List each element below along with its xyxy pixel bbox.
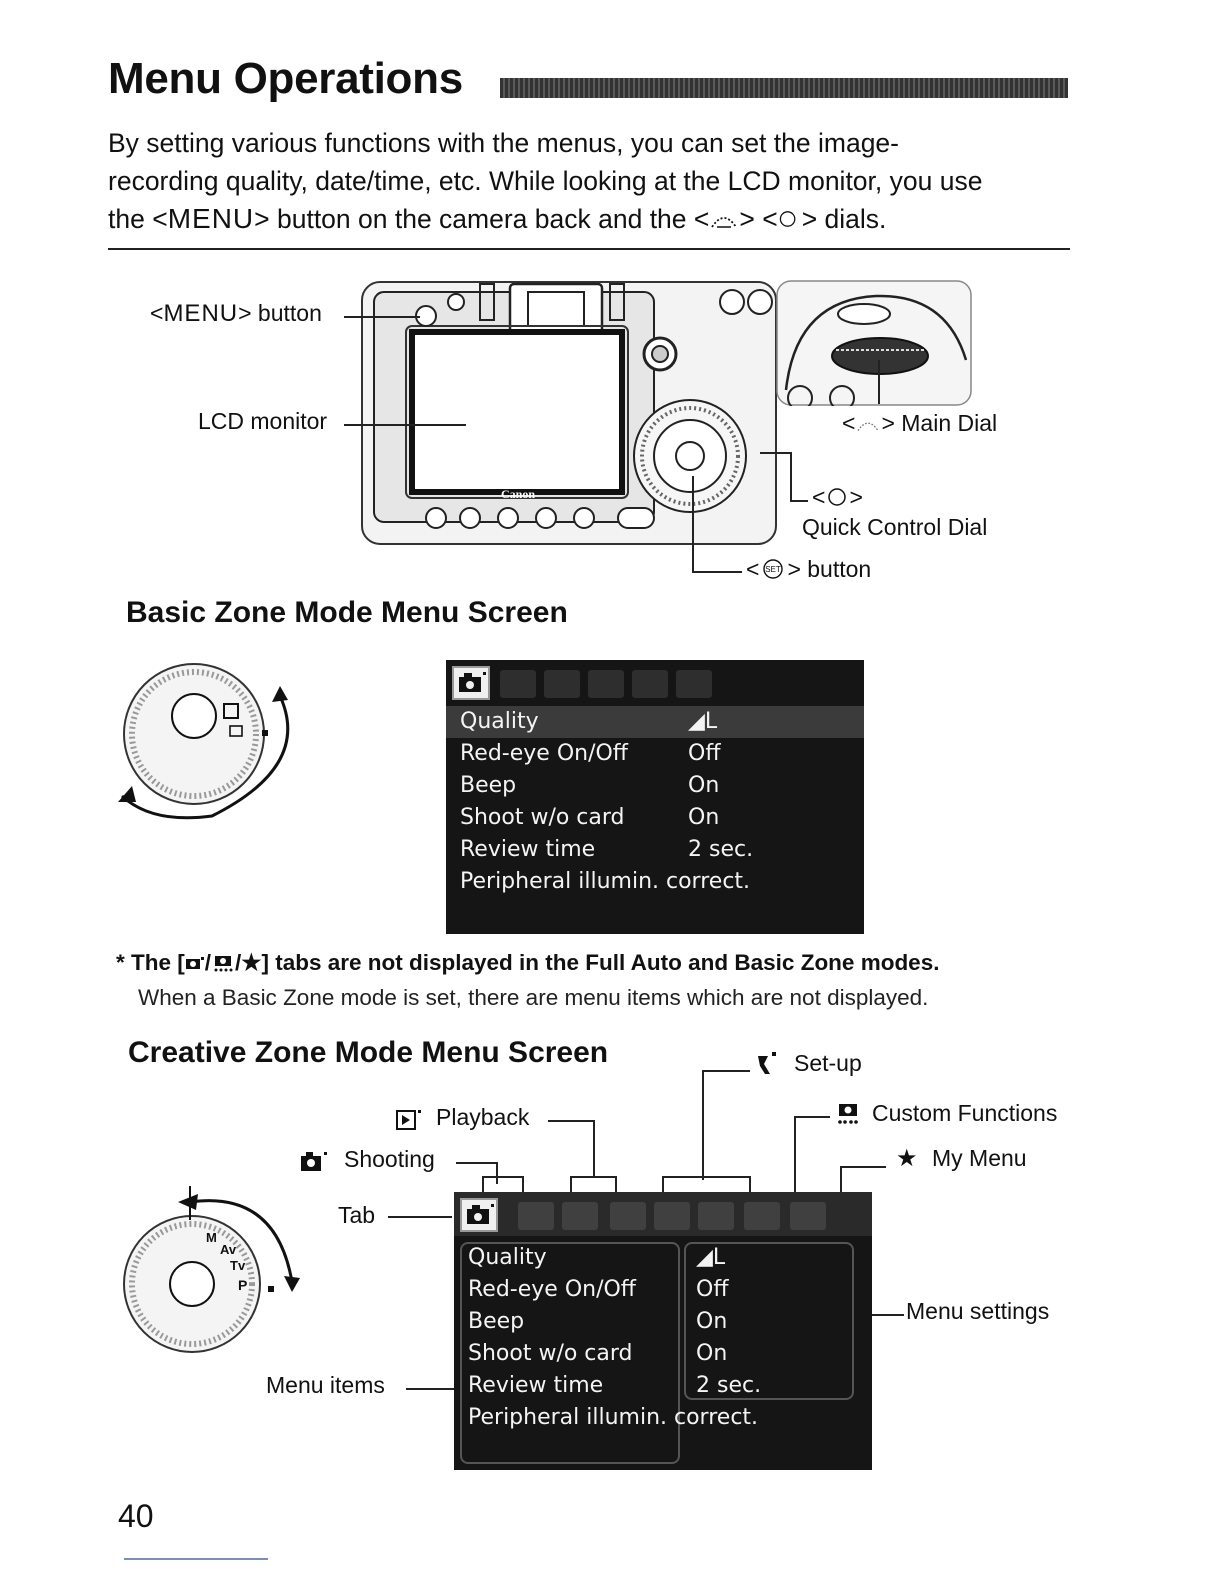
menu-setting-value: On bbox=[696, 1309, 728, 1334]
menu-row[interactable] bbox=[446, 770, 864, 802]
footnote-text: / bbox=[204, 950, 212, 975]
leader-line bbox=[878, 360, 880, 404]
leader-line bbox=[840, 1166, 886, 1168]
menu-item-label: Shoot w/o card bbox=[468, 1341, 633, 1366]
leader-line bbox=[794, 1116, 796, 1192]
main-dial-callout bbox=[842, 410, 997, 437]
menu-setting-value: On bbox=[688, 805, 720, 830]
custom-functions-icon bbox=[834, 1102, 862, 1126]
creative-zone-lcd-screen bbox=[454, 1192, 872, 1470]
intro-paragraph bbox=[108, 124, 1088, 238]
setup-tab-icon[interactable] bbox=[654, 1202, 690, 1230]
page-number-rule bbox=[124, 1558, 268, 1560]
intro-line: By setting various functions with the menus, you can set the image- bbox=[108, 128, 899, 158]
custom-functions-tab-icon[interactable] bbox=[744, 1202, 780, 1230]
page-number: 40 bbox=[118, 1498, 154, 1534]
menu-row[interactable] bbox=[454, 1338, 872, 1370]
playback-tab-icon bbox=[500, 670, 536, 698]
shooting-icon bbox=[300, 1150, 330, 1174]
main-dial-icon bbox=[709, 207, 739, 231]
svg-text:Tv: Tv bbox=[230, 1258, 246, 1273]
leader-line bbox=[456, 1162, 496, 1164]
leader-line bbox=[344, 424, 466, 426]
menu-row[interactable] bbox=[454, 1242, 872, 1274]
custom-functions-icon bbox=[211, 954, 235, 972]
menu-item-label: Peripheral illumin. correct. bbox=[468, 1405, 759, 1430]
page-title: Menu Operations bbox=[108, 54, 463, 103]
setup-tab-icon bbox=[676, 670, 712, 698]
menu-items-label: Menu items bbox=[266, 1372, 385, 1398]
leader-line bbox=[388, 1216, 452, 1218]
footnote-detail: When a Basic Zone mode is set, there are menu items which are not displayed. bbox=[138, 985, 929, 1010]
leader-line bbox=[790, 500, 808, 502]
playback-tab-icon bbox=[544, 670, 580, 698]
quick-control-dial-callout: Quick Control Dial bbox=[802, 514, 988, 540]
playback-icon bbox=[396, 1108, 424, 1132]
creative-zone-heading: Creative Zone Mode Menu Screen bbox=[128, 1036, 609, 1069]
shooting-tab-icon[interactable] bbox=[452, 666, 490, 700]
section-divider bbox=[108, 248, 1070, 250]
menu-item-label: Red-eye On/Off bbox=[460, 741, 628, 766]
menu-word: MENU bbox=[167, 203, 255, 234]
callout-text: < bbox=[812, 484, 826, 510]
leader-line bbox=[702, 1070, 750, 1072]
creative-zone-mode-dial bbox=[116, 1180, 306, 1366]
menu-setting-value: On bbox=[696, 1341, 728, 1366]
intro-text: > button on the camera back and the < bbox=[254, 204, 710, 234]
custom-functions-tab-label: Custom Functions bbox=[872, 1100, 1058, 1126]
leader-line bbox=[692, 476, 694, 572]
playback-tab-label: Playback bbox=[436, 1104, 530, 1130]
main-dial-inset bbox=[776, 280, 972, 406]
setup-icon bbox=[754, 1050, 780, 1076]
lcd-monitor-callout: LCD monitor bbox=[198, 408, 328, 434]
basic-zone-heading: Basic Zone Mode Menu Screen bbox=[126, 596, 568, 629]
quick-control-dial-icon bbox=[825, 486, 849, 508]
setup-tab-icon[interactable] bbox=[610, 1202, 646, 1230]
footnote-text: /★] tabs are not displayed in the Full Auto and Basic Zone modes. bbox=[235, 950, 940, 975]
menu-item-label: Beep bbox=[460, 773, 517, 798]
setup-tab-icon bbox=[632, 670, 668, 698]
menu-item-label: Review time bbox=[468, 1373, 604, 1398]
intro-line bbox=[108, 200, 1088, 238]
set-button-callout bbox=[746, 556, 871, 583]
menu-item-label: Quality bbox=[460, 709, 539, 734]
lcd-tab-bar bbox=[446, 660, 864, 704]
leader-line bbox=[344, 316, 420, 318]
svg-text:Av: Av bbox=[220, 1242, 237, 1257]
callout-text: < bbox=[842, 410, 856, 436]
menu-setting-value: ◢L bbox=[696, 1245, 726, 1270]
menu-setting-value: Off bbox=[696, 1277, 729, 1302]
callout-text: > button bbox=[787, 556, 872, 582]
my-menu-tab-icon[interactable] bbox=[790, 1202, 826, 1230]
menu-item-label: Quality bbox=[468, 1245, 547, 1270]
leader-line bbox=[840, 1166, 842, 1192]
menu-row[interactable] bbox=[446, 802, 864, 834]
callout-text: < bbox=[746, 556, 760, 582]
menu-button-callout bbox=[150, 300, 322, 328]
menu-item-label: Review time bbox=[460, 837, 596, 862]
shooting-tab-label: Shooting bbox=[344, 1146, 435, 1172]
callout-text: > button bbox=[238, 300, 322, 326]
setup-tab-icon bbox=[588, 670, 624, 698]
menu-row[interactable] bbox=[454, 1402, 872, 1434]
quick-control-symbol bbox=[812, 484, 863, 511]
leader-line bbox=[593, 1120, 595, 1176]
menu-item-label: Beep bbox=[468, 1309, 525, 1334]
my-menu-tab-label: My Menu bbox=[932, 1145, 1027, 1171]
playback-tab-icon[interactable] bbox=[518, 1202, 554, 1230]
menu-row[interactable] bbox=[446, 834, 864, 866]
menu-setting-value: ◢L bbox=[688, 709, 718, 734]
intro-text: the < bbox=[108, 204, 168, 234]
brand-logo: Canon bbox=[500, 487, 536, 501]
leader-line bbox=[482, 1176, 522, 1178]
playback-tab-icon[interactable] bbox=[562, 1202, 598, 1230]
menu-item-label: Peripheral illumin. correct. bbox=[460, 869, 751, 894]
menu-row[interactable] bbox=[454, 1370, 872, 1402]
menu-row[interactable] bbox=[454, 1274, 872, 1306]
menu-setting-value: 2 sec. bbox=[688, 837, 754, 862]
menu-row[interactable] bbox=[454, 1306, 872, 1338]
menu-setting-value: Off bbox=[688, 741, 721, 766]
set-button-icon bbox=[759, 558, 787, 580]
camera-back-illustration bbox=[360, 278, 780, 546]
menu-row[interactable] bbox=[446, 738, 864, 770]
menu-item-label: Red-eye On/Off bbox=[468, 1277, 636, 1302]
setup-tab-label: Set-up bbox=[794, 1050, 862, 1076]
setup-tab-icon[interactable] bbox=[698, 1202, 734, 1230]
tab-label: Tab bbox=[338, 1202, 376, 1228]
menu-settings-label: Menu settings bbox=[906, 1298, 1050, 1324]
shooting-tab-icon bbox=[185, 955, 205, 971]
menu-setting-value: 2 sec. bbox=[696, 1373, 762, 1398]
footnote-text: * The [ bbox=[116, 950, 185, 975]
intro-line: recording quality, date/time, etc. While looking at the LCD monitor, you use bbox=[108, 166, 983, 196]
leader-line bbox=[496, 1162, 498, 1184]
leader-line bbox=[570, 1176, 616, 1178]
leader-line bbox=[702, 1070, 704, 1180]
leader-line bbox=[662, 1176, 750, 1178]
main-dial-icon bbox=[855, 414, 881, 434]
star-icon: ★ bbox=[896, 1145, 918, 1172]
quick-control-dial-icon bbox=[778, 207, 802, 231]
leader-line bbox=[790, 452, 792, 500]
svg-text:P: P bbox=[238, 1277, 248, 1293]
footnote-bold bbox=[116, 950, 939, 976]
shooting-tab-icon[interactable] bbox=[460, 1198, 498, 1232]
menu-row[interactable] bbox=[446, 866, 864, 898]
lcd-tab-bar bbox=[454, 1192, 872, 1236]
callout-text: < bbox=[150, 300, 164, 326]
leader-line bbox=[692, 571, 742, 573]
svg-text:SET: SET bbox=[765, 565, 782, 574]
leader-line bbox=[548, 1120, 594, 1122]
basic-zone-mode-dial bbox=[112, 656, 302, 832]
menu-item-label: Shoot w/o card bbox=[460, 805, 625, 830]
svg-text:M: M bbox=[206, 1230, 217, 1245]
menu-word: MENU bbox=[163, 300, 239, 327]
intro-text: > dials. bbox=[801, 204, 887, 234]
basic-zone-lcd-screen bbox=[446, 660, 864, 934]
callout-text: > bbox=[849, 484, 863, 510]
title-bar-decoration bbox=[500, 78, 1068, 98]
leader-line bbox=[794, 1116, 830, 1118]
callout-text: > Main Dial bbox=[881, 410, 998, 436]
intro-text: > < bbox=[739, 204, 778, 234]
leader-line bbox=[760, 452, 792, 454]
menu-row[interactable] bbox=[446, 706, 864, 738]
menu-setting-value: On bbox=[688, 773, 720, 798]
